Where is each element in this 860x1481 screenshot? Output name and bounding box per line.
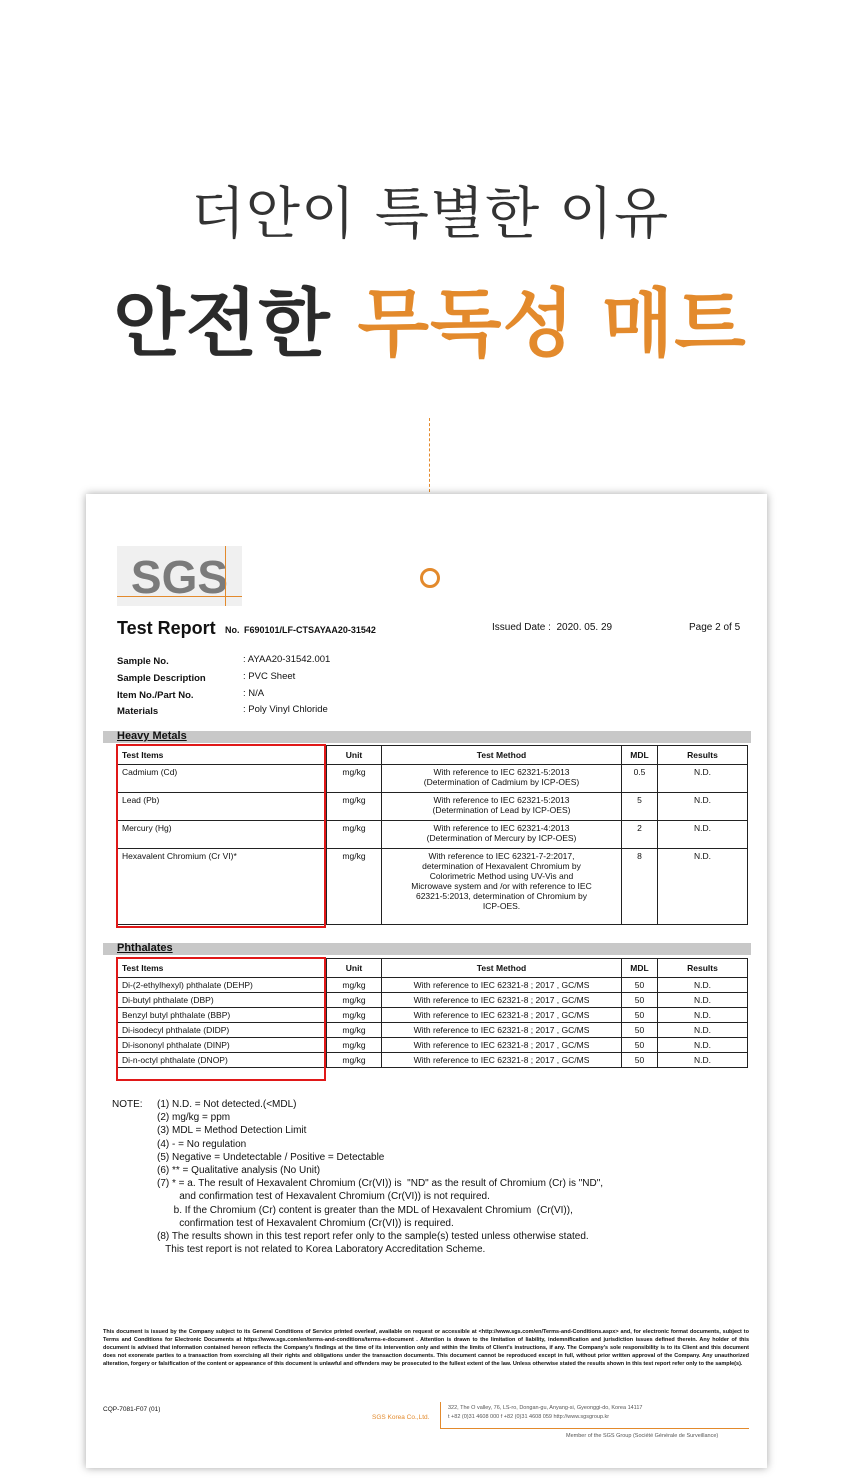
unit-cell: mg/kg: [327, 1023, 382, 1038]
unit-cell: mg/kg: [327, 1008, 382, 1023]
test-item-cell: Hexavalent Chromium (Cr VI)*: [118, 849, 327, 925]
note-line: (2) mg/kg = ppm: [157, 1112, 231, 1124]
method-cell: With reference to IEC 62321-8 ; 2017 , GC/MS: [382, 1023, 622, 1038]
method-cell: With reference to IEC 62321-8 ; 2017 , GC/MS: [382, 1008, 622, 1023]
meta-label: Materials: [117, 706, 159, 717]
note-label: NOTE:: [112, 1099, 143, 1110]
headline-safe: 안전한: [113, 281, 358, 367]
column-header: Test Items: [118, 746, 327, 765]
note-line: (6) ** = Qualitative analysis (No Unit): [157, 1165, 321, 1177]
section-phthalates: [103, 943, 751, 955]
result-cell: N.D.: [658, 821, 748, 849]
meta-label: Sample No.: [117, 656, 169, 667]
mdl-cell: 50: [622, 993, 658, 1008]
meta-label: Sample Description: [117, 673, 206, 684]
unit-cell: mg/kg: [327, 765, 382, 793]
test-item-cell: Benzyl butyl phthalate (BBP): [118, 1008, 327, 1023]
address-divider: [440, 1402, 441, 1428]
mdl-cell: 5: [622, 793, 658, 821]
result-cell: N.D.: [658, 1053, 748, 1068]
test-item-cell: Di-butyl phthalate (DBP): [118, 993, 327, 1008]
method-cell: With reference to IEC 62321-8 ; 2017 , GC/MS: [382, 1038, 622, 1053]
address-rule: [440, 1428, 749, 1429]
unit-cell: mg/kg: [327, 849, 382, 925]
column-header: Unit: [327, 746, 382, 765]
unit-cell: mg/kg: [327, 793, 382, 821]
headline-product: [0, 265, 860, 371]
issued-date-label: Issued Date :: [492, 622, 551, 633]
highlight-box-heavy-metals: [116, 744, 326, 928]
result-cell: N.D.: [658, 978, 748, 993]
page-info: Page 2 of 5: [689, 622, 741, 633]
section-title: Heavy Metals: [117, 730, 187, 742]
report-title: Test Report: [117, 618, 216, 638]
mdl-cell: 0.5: [622, 765, 658, 793]
unit-cell: mg/kg: [327, 1053, 382, 1068]
mdl-cell: 50: [622, 1038, 658, 1053]
method-cell: With reference to IEC 62321-7-2:2017, determination of Hexavalent Chromium by Colorimetric Method using UV-Vis and Microwave system and /or with reference to IEC 62321-5:2013, determination of Chromium by ICP-OES.: [382, 849, 622, 925]
section-title: Phthalates: [117, 942, 173, 954]
test-item-cell: Di-isononyl phthalate (DINP): [118, 1038, 327, 1053]
test-item-cell: Cadmium (Cd): [118, 765, 327, 793]
mdl-cell: 50: [622, 1023, 658, 1038]
sgs-logo-text: SGS: [130, 551, 229, 603]
report-number: F690101/LF-CTSAYAA20-31542: [244, 625, 376, 635]
company-name: SGS Korea Co.,Ltd.: [372, 1414, 430, 1421]
method-cell: With reference to IEC 62321-4:2013 (Determination of Mercury by ICP-OES): [382, 821, 622, 849]
column-header: Results: [658, 746, 748, 765]
result-cell: N.D.: [658, 793, 748, 821]
note-line: (3) MDL = Method Detection Limit: [157, 1125, 307, 1137]
logo-divider-horizontal: [117, 596, 242, 597]
note-line: (4) - = No regulation: [157, 1138, 247, 1150]
method-cell: With reference to IEC 62321-8 ; 2017 , GC/MS: [382, 993, 622, 1008]
result-cell: N.D.: [658, 1008, 748, 1023]
section-heavy-metals: [103, 731, 751, 743]
column-header: Results: [658, 959, 748, 978]
company-address: 322, The O valley, 76, LS-ro, Dongan-gu, Anyang-si, Gyeonggi-do, Korea 14117: [448, 1405, 643, 1411]
test-report-document: [86, 494, 767, 1468]
test-item-cell: Di-n-octyl phthalate (DNOP): [118, 1053, 327, 1068]
test-item-cell: Mercury (Hg): [118, 821, 327, 849]
result-cell: N.D.: [658, 1038, 748, 1053]
note-line: b. If the Chromium (Cr) content is greater than the MDL of Hexavalent Chromium (Cr(VI)),: [157, 1204, 573, 1216]
unit-cell: mg/kg: [327, 978, 382, 993]
form-code: CQP-7081-F07 (01): [103, 1406, 161, 1413]
headline-nontoxic-mat: 무독성 매트: [357, 281, 747, 367]
issued-date-value: 2020. 05. 29: [556, 622, 613, 633]
report-no-label: No.: [225, 625, 240, 635]
mdl-cell: 50: [622, 1008, 658, 1023]
note-line: (5) Negative = Undetectable / Positive = Detectable: [157, 1151, 385, 1163]
meta-value: : Poly Vinyl Chloride: [243, 704, 328, 715]
result-cell: N.D.: [658, 765, 748, 793]
note-line: (1) N.D. = Not detected.(<MDL): [157, 1099, 297, 1110]
company-contact: t +82 (0)31 4608 000 f +82 (0)31 4608 059 http://www.sgsgroup.kr: [448, 1414, 610, 1420]
mdl-cell: 50: [622, 1053, 658, 1068]
mdl-cell: 2: [622, 821, 658, 849]
method-cell: With reference to IEC 62321-5:2013 (Determination of Cadmium by ICP-OES): [382, 765, 622, 793]
issued-date: [492, 622, 612, 633]
column-header: Test Method: [382, 959, 622, 978]
legal-disclaimer: This document is issued by the Company subject to its General Conditions of Service printed overleaf, available on request or accessible at <http://www.sgs.com/en/Terms-and-Conditions.aspx> and, for electronic format documents, subject to Terms and Conditions for Electronic Documents at https://www.sgs.com/en/terms-and-conditions/terms-e-document . Attention is drawn to the limitation of liability, indemnification and jurisdiction issues defined therein. Any holder of this document is advised that information contained hereon reflects the Company's findings at the time of its intervention only and within the limits of Client's instructions, if any. The Company's sole responsibility is to its Client and this document does not exonerate parties to a transaction from exercising all their rights and obligations under the transaction documents. This document cannot be reproduced except in full, without prior written approval of the Company. Any unauthorized alteration, forgery or falsification of the content or appearance of this document is unlawful and offenders may be prosecuted to the fullest extent of the law. Unless otherwise stated the results shown in this test report refer only to the sample(s).: [103, 1329, 749, 1367]
column-header: Test Method: [382, 746, 622, 765]
meta-value: : AYAA20-31542.001: [243, 654, 331, 665]
pointer-ring-icon: [420, 568, 440, 588]
meta-label: Item No./Part No.: [117, 690, 194, 701]
column-header: MDL: [622, 959, 658, 978]
result-cell: N.D.: [658, 993, 748, 1008]
test-item-cell: Di-isodecyl phthalate (DIDP): [118, 1023, 327, 1038]
note-line: and confirmation test of Hexavalent Chromium (Cr(VI)) is not required.: [157, 1191, 490, 1203]
test-item-cell: Di-(2-ethylhexyl) phthalate (DEHP): [118, 978, 327, 993]
column-header: Unit: [327, 959, 382, 978]
meta-value: : PVC Sheet: [243, 671, 296, 682]
unit-cell: mg/kg: [327, 993, 382, 1008]
note-line: (7) * = a. The result of Hexavalent Chromium (Cr(VI)) is "ND" as the result of Chromium (Cr) is "ND",: [157, 1178, 604, 1190]
note-line: This test report is not related to Korea Laboratory Accreditation Scheme.: [157, 1244, 486, 1256]
method-cell: With reference to IEC 62321-5:2013 (Determination of Lead by ICP-OES): [382, 793, 622, 821]
mdl-cell: 8: [622, 849, 658, 925]
test-item-cell: Lead (Pb): [118, 793, 327, 821]
column-header: Test Items: [118, 959, 327, 978]
meta-value: : N/A: [243, 688, 265, 699]
method-cell: With reference to IEC 62321-8 ; 2017 , GC/MS: [382, 1053, 622, 1068]
headline-reason: 더안이 특별한 이유: [190, 182, 670, 247]
logo-divider-vertical: [225, 546, 226, 606]
member-line: Member of the SGS Group (Société Générale de Surveillance): [566, 1433, 719, 1439]
unit-cell: mg/kg: [327, 1038, 382, 1053]
result-cell: N.D.: [658, 849, 748, 925]
note-line: confirmation test of Hexavalent Chromium (Cr(VI)) is required.: [157, 1217, 454, 1229]
result-cell: N.D.: [658, 1023, 748, 1038]
column-header: MDL: [622, 746, 658, 765]
mdl-cell: 50: [622, 978, 658, 993]
method-cell: With reference to IEC 62321-8 ; 2017 , GC/MS: [382, 978, 622, 993]
unit-cell: mg/kg: [327, 821, 382, 849]
notes-list: [157, 1098, 677, 1256]
sgs-logo: [117, 546, 242, 606]
highlight-box-phthalates: [116, 957, 326, 1081]
note-line: (8) The results shown in this test report refer only to the sample(s) tested unless otherwise stated.: [157, 1231, 589, 1243]
